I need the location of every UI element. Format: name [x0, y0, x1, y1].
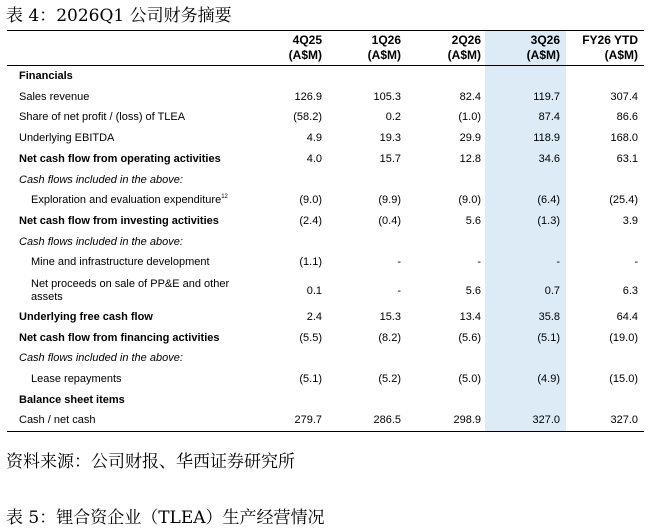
table-cell: 5.6: [465, 285, 481, 297]
row-label-text: Cash flows included in the above:: [19, 352, 183, 364]
column-header: [242, 33, 322, 63]
table-cell: (9.0): [458, 194, 481, 206]
table-cell: 0.7: [544, 285, 560, 297]
column-header-unit: (A$M): [526, 48, 560, 62]
table-cell: (2.4): [299, 215, 322, 227]
column-header-unit: (A$M): [604, 48, 638, 62]
table-cell: (5.5): [299, 332, 322, 344]
footnote-marker: 12: [221, 194, 228, 200]
table-cell: 118.9: [533, 132, 560, 144]
table-cell: 3.9: [622, 215, 638, 227]
row-label: [31, 278, 246, 304]
row-label: [31, 373, 122, 386]
row-label-text: Balance sheet items: [19, 394, 125, 406]
table-cell: 168.0: [610, 132, 638, 144]
table-cell: 12.8: [459, 153, 481, 165]
table-cell: (9.9): [378, 194, 401, 206]
table-cell: 4.0: [306, 153, 322, 165]
row-label-text: Sales revenue: [19, 91, 90, 103]
table-cell: 15.7: [379, 153, 401, 165]
table-cell: 119.7: [533, 91, 560, 103]
row-label: [19, 153, 221, 166]
column-header: [401, 33, 481, 63]
table-cell: 307.4: [610, 91, 638, 103]
table-cell: (1.0): [458, 111, 481, 123]
table-cell: 0.1: [306, 285, 322, 297]
table-cell: 13.4: [459, 311, 481, 323]
table-cell: (15.0): [609, 373, 638, 385]
column-header-unit: (A$M): [288, 48, 322, 62]
column-header: [321, 33, 401, 63]
row-label: [19, 91, 89, 104]
row-label: [31, 194, 228, 207]
column-header-period: 3Q26: [530, 33, 560, 47]
row-label: [19, 174, 183, 187]
row-label-text: Share of net profit / (loss) of TLEA: [19, 111, 186, 123]
row-label: [19, 414, 95, 427]
table-cell: 327.0: [532, 414, 560, 426]
column-header-period: 2Q26: [451, 33, 481, 47]
table-cell: (5.1): [537, 332, 560, 344]
table-cell: (25.4): [609, 194, 638, 206]
table-cell: (5.2): [378, 373, 401, 385]
row-label-text: Net cash flow from financing activities: [19, 332, 220, 344]
row-label-text: Financials: [19, 70, 73, 82]
column-header: [480, 33, 560, 63]
table-cell: -: [397, 256, 401, 268]
column-header: [558, 33, 638, 63]
table-cell: 5.6: [465, 215, 481, 227]
table-cell: (1.1): [299, 256, 322, 268]
table-cell: (6.4): [537, 194, 560, 206]
row-label: [19, 70, 73, 83]
table-cell: (4.9): [537, 373, 560, 385]
row-label-text: Net cash flow from operating activities: [19, 153, 221, 165]
row-label: [19, 236, 183, 249]
table-cell: (58.2): [293, 111, 322, 123]
column-header-unit: (A$M): [367, 48, 401, 62]
table-cell: 64.4: [616, 311, 638, 323]
row-label: [19, 311, 153, 324]
column-header-unit: (A$M): [447, 48, 481, 62]
row-label-text: Exploration and evaluation expenditure: [31, 194, 222, 206]
table-5-caption: 表 5：锂合资企业（TLEA）生产经营情况: [6, 508, 325, 528]
table-cell: 82.4: [459, 91, 481, 103]
table-cell: -: [477, 256, 481, 268]
table-cell: -: [634, 256, 638, 268]
table-cell: 87.4: [538, 111, 560, 123]
row-label-text: Cash flows included in the above:: [19, 174, 183, 186]
row-label: [19, 132, 114, 145]
row-label: [31, 256, 210, 269]
table-4-caption: 表 4：2026Q1 公司财务摘要: [6, 6, 232, 26]
table-cell: 15.3: [379, 311, 401, 323]
row-label-text: Cash flows included in the above:: [19, 236, 183, 248]
table-cell: -: [556, 256, 560, 268]
table-cell: (5.1): [299, 373, 322, 385]
table-cell: 34.6: [538, 153, 560, 165]
table-cell: (1.3): [537, 215, 560, 227]
table-cell: 35.8: [538, 311, 560, 323]
table-cell: (9.0): [299, 194, 322, 206]
table-cell: 6.3: [622, 285, 638, 297]
table-cell: 286.5: [373, 414, 401, 426]
column-header-period: 1Q26: [371, 33, 401, 47]
table-cell: 4.9: [306, 132, 322, 144]
row-label: [19, 352, 183, 365]
table-cell: (5.0): [458, 373, 481, 385]
source-note: 资料来源：公司财报、华西证券研究所: [6, 452, 295, 472]
row-label-text: Lease repayments: [31, 373, 122, 385]
table-cell: 86.6: [616, 111, 638, 123]
table-cell: 29.9: [459, 132, 481, 144]
row-label-text: Net proceeds on sale of PP&E and other assets: [31, 278, 230, 303]
table-cell: (0.4): [378, 215, 401, 227]
row-label-text: Cash / net cash: [19, 414, 96, 426]
table-cell: -: [397, 285, 401, 297]
row-label: [19, 215, 219, 228]
table-cell: 2.4: [306, 311, 322, 323]
column-header-period: 4Q25: [292, 33, 322, 47]
table-cell: 126.9: [294, 91, 322, 103]
row-label-text: Underlying free cash flow: [19, 311, 153, 323]
table-cell: 298.9: [453, 414, 481, 426]
row-label: [19, 394, 125, 407]
table-bottom-rule: [7, 431, 644, 432]
table-cell: 279.7: [294, 414, 322, 426]
table-cell: 63.1: [616, 153, 638, 165]
table-cell: (19.0): [609, 332, 638, 344]
row-label-text: Mine and infrastructure development: [31, 256, 210, 268]
column-header-period: FY26 YTD: [582, 33, 638, 47]
row-label-text: Underlying EBITDA: [19, 132, 115, 144]
table-cell: 19.3: [379, 132, 401, 144]
table-cell: 0.2: [385, 111, 401, 123]
row-label-text: Net cash flow from investing activities: [19, 215, 219, 227]
table-cell: 327.0: [610, 414, 638, 426]
row-label: [19, 332, 220, 345]
table-cell: (8.2): [378, 332, 401, 344]
table-top-rule: [7, 30, 644, 31]
table-cell: 105.3: [373, 91, 401, 103]
row-label: [19, 111, 185, 124]
table-cell: (5.6): [458, 332, 481, 344]
header-bottom-rule: [7, 65, 644, 66]
